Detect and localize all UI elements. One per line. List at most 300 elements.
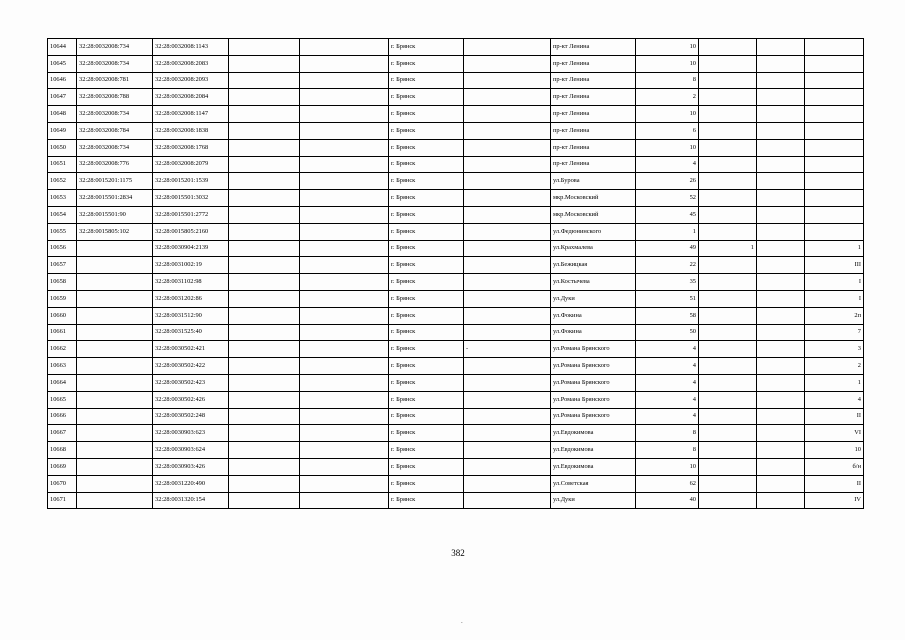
cell-building-number	[699, 408, 757, 425]
table-row	[48, 391, 864, 408]
cell-row-number: 10654	[48, 206, 77, 223]
table-body	[48, 39, 864, 509]
cell-apartment-number: 3	[805, 341, 864, 358]
cell-street: ул.Крахмалева	[551, 240, 636, 257]
cell-apartment-number: 2	[805, 358, 864, 375]
cell-old-cadastral-number	[77, 458, 153, 475]
cell-building-number	[699, 257, 757, 274]
cell-col-empty-3	[757, 240, 805, 257]
cell-cadastral-number: 32:28:0030502:248	[153, 408, 229, 425]
cell-old-cadastral-number	[77, 324, 153, 341]
cell-row-number: 10668	[48, 442, 77, 459]
cell-locality-mark	[464, 139, 551, 156]
cell-col-empty-2	[300, 492, 389, 509]
cell-col-empty-1	[229, 72, 300, 89]
cell-house-number: 40	[636, 492, 699, 509]
cell-row-number: 10656	[48, 240, 77, 257]
cell-col-empty-1	[229, 442, 300, 459]
cell-cadastral-number: 32:28:0015201:1539	[153, 173, 229, 190]
cell-col-empty-2	[300, 223, 389, 240]
cell-city: г. Брянск	[389, 341, 464, 358]
cell-locality-mark	[464, 173, 551, 190]
table-row	[48, 307, 864, 324]
cell-col-empty-1	[229, 173, 300, 190]
table-row	[48, 240, 864, 257]
cell-city: г. Брянск	[389, 492, 464, 509]
cell-apartment-number	[805, 122, 864, 139]
cell-col-empty-2	[300, 307, 389, 324]
cell-old-cadastral-number	[77, 391, 153, 408]
cell-row-number: 10648	[48, 106, 77, 123]
cell-row-number: 10647	[48, 89, 77, 106]
cell-building-number	[699, 89, 757, 106]
cell-street: ул.Евдокимова	[551, 442, 636, 459]
cell-col-empty-3	[757, 55, 805, 72]
cell-building-number	[699, 492, 757, 509]
cell-row-number: 10658	[48, 274, 77, 291]
cell-city: г. Брянск	[389, 106, 464, 123]
cell-col-empty-3	[757, 223, 805, 240]
cell-col-empty-2	[300, 374, 389, 391]
cell-street: ул.Дуки	[551, 492, 636, 509]
cell-city: г. Брянск	[389, 139, 464, 156]
cell-row-number: 10650	[48, 139, 77, 156]
cell-col-empty-2	[300, 257, 389, 274]
cell-locality-mark	[464, 39, 551, 56]
cell-locality-mark	[464, 106, 551, 123]
cell-cadastral-number: 32:28:0015805:2160	[153, 223, 229, 240]
cell-street: пр-кт Ленина	[551, 72, 636, 89]
cell-house-number: 10	[636, 106, 699, 123]
cell-cadastral-number: 32:28:0030502:422	[153, 358, 229, 375]
cell-apartment-number: II	[805, 475, 864, 492]
cell-old-cadastral-number: 32:28:0032008:734	[77, 39, 153, 56]
cell-locality-mark	[464, 324, 551, 341]
cell-cadastral-number: 32:28:0031525:40	[153, 324, 229, 341]
cell-building-number	[699, 156, 757, 173]
cell-old-cadastral-number	[77, 374, 153, 391]
cell-locality-mark	[464, 358, 551, 375]
cell-row-number: 10660	[48, 307, 77, 324]
cell-cadastral-number: 32:28:0030904:2139	[153, 240, 229, 257]
cell-cadastral-number: 32:28:0030502:421	[153, 341, 229, 358]
cell-col-empty-3	[757, 89, 805, 106]
cell-cadastral-number: 32:28:0032008:1768	[153, 139, 229, 156]
cell-house-number: 2	[636, 89, 699, 106]
table-row	[48, 106, 864, 123]
cell-col-empty-3	[757, 425, 805, 442]
cell-cadastral-number: 32:28:0032008:2083	[153, 55, 229, 72]
table-row	[48, 492, 864, 509]
table-row	[48, 206, 864, 223]
cell-row-number: 10663	[48, 358, 77, 375]
cell-row-number: 10664	[48, 374, 77, 391]
cell-street: мкр.Московский	[551, 206, 636, 223]
table-row	[48, 425, 864, 442]
cell-apartment-number: I	[805, 274, 864, 291]
cell-apartment-number: 1	[805, 240, 864, 257]
cell-street: ул.Романа Брянского	[551, 358, 636, 375]
cell-house-number: 10	[636, 458, 699, 475]
cell-col-empty-2	[300, 190, 389, 207]
cell-house-number: 62	[636, 475, 699, 492]
cell-house-number: 4	[636, 341, 699, 358]
cell-apartment-number: III	[805, 257, 864, 274]
cell-city: г. Брянск	[389, 475, 464, 492]
cell-apartment-number	[805, 72, 864, 89]
cell-col-empty-3	[757, 39, 805, 56]
cell-old-cadastral-number	[77, 492, 153, 509]
cell-col-empty-2	[300, 458, 389, 475]
cell-building-number	[699, 72, 757, 89]
cell-col-empty-3	[757, 307, 805, 324]
cell-street: ул.Романа Брянского	[551, 341, 636, 358]
cell-old-cadastral-number: 32:28:0015501:90	[77, 206, 153, 223]
table-row	[48, 72, 864, 89]
cell-col-empty-3	[757, 492, 805, 509]
cell-city: г. Брянск	[389, 122, 464, 139]
cell-apartment-number	[805, 173, 864, 190]
cell-apartment-number: 1	[805, 374, 864, 391]
cell-city: г. Брянск	[389, 274, 464, 291]
cell-street: ул.Фокина	[551, 307, 636, 324]
cell-col-empty-3	[757, 324, 805, 341]
cell-apartment-number: 4	[805, 391, 864, 408]
cell-old-cadastral-number	[77, 341, 153, 358]
cell-col-empty-2	[300, 173, 389, 190]
table-row	[48, 408, 864, 425]
cell-apartment-number: IV	[805, 492, 864, 509]
cell-col-empty-3	[757, 391, 805, 408]
cell-cadastral-number: 32:28:0031320:154	[153, 492, 229, 509]
cell-city: г. Брянск	[389, 173, 464, 190]
cell-cadastral-number: 32:28:0032008:1838	[153, 122, 229, 139]
cell-col-empty-3	[757, 190, 805, 207]
cell-house-number: 35	[636, 274, 699, 291]
cell-city: г. Брянск	[389, 190, 464, 207]
table-row	[48, 122, 864, 139]
cell-city: г. Брянск	[389, 442, 464, 459]
table-row	[48, 341, 864, 358]
cell-locality-mark	[464, 442, 551, 459]
cell-locality-mark	[464, 72, 551, 89]
table-row	[48, 156, 864, 173]
cell-house-number: 8	[636, 425, 699, 442]
cell-street: пр-кт Ленина	[551, 55, 636, 72]
property-register-table	[47, 38, 864, 509]
cell-row-number: 10671	[48, 492, 77, 509]
cell-building-number	[699, 324, 757, 341]
cell-city: г. Брянск	[389, 374, 464, 391]
cell-col-empty-2	[300, 290, 389, 307]
cell-row-number: 10667	[48, 425, 77, 442]
cell-building-number	[699, 341, 757, 358]
table-row	[48, 55, 864, 72]
cell-col-empty-3	[757, 257, 805, 274]
cell-locality-mark	[464, 190, 551, 207]
table-row	[48, 89, 864, 106]
cell-house-number: 8	[636, 72, 699, 89]
cell-cadastral-number: 32:28:0030502:423	[153, 374, 229, 391]
cell-cadastral-number: 32:28:0031102:98	[153, 274, 229, 291]
cell-city: г. Брянск	[389, 240, 464, 257]
cell-col-empty-2	[300, 39, 389, 56]
cell-city: г. Брянск	[389, 391, 464, 408]
cell-col-empty-1	[229, 475, 300, 492]
cell-col-empty-1	[229, 156, 300, 173]
cell-apartment-number	[805, 190, 864, 207]
cell-city: г. Брянск	[389, 425, 464, 442]
cell-building-number	[699, 307, 757, 324]
cell-old-cadastral-number	[77, 425, 153, 442]
cell-street: пр-кт Ленина	[551, 106, 636, 123]
cell-locality-mark	[464, 55, 551, 72]
cell-cadastral-number: 32:28:0032008:1143	[153, 39, 229, 56]
cell-col-empty-3	[757, 458, 805, 475]
cell-col-empty-1	[229, 190, 300, 207]
cell-cadastral-number: 32:28:0031220:490	[153, 475, 229, 492]
cell-old-cadastral-number	[77, 408, 153, 425]
cell-old-cadastral-number: 32:28:0032008:734	[77, 106, 153, 123]
cell-cadastral-number: 32:28:0032008:2093	[153, 72, 229, 89]
cell-col-empty-2	[300, 425, 389, 442]
cell-locality-mark	[464, 458, 551, 475]
cell-building-number	[699, 475, 757, 492]
cell-street: ул.Советская	[551, 475, 636, 492]
cell-house-number: 4	[636, 156, 699, 173]
cell-apartment-number: 7	[805, 324, 864, 341]
cell-cadastral-number: 32:28:0032008:2084	[153, 89, 229, 106]
cell-old-cadastral-number	[77, 257, 153, 274]
cell-col-empty-2	[300, 55, 389, 72]
table-row	[48, 139, 864, 156]
cell-city: г. Брянск	[389, 307, 464, 324]
cell-house-number: 10	[636, 39, 699, 56]
cell-col-empty-3	[757, 173, 805, 190]
cell-cadastral-number: 32:28:0032008:2079	[153, 156, 229, 173]
cell-col-empty-1	[229, 492, 300, 509]
cell-col-empty-3	[757, 358, 805, 375]
cell-row-number: 10670	[48, 475, 77, 492]
cell-locality-mark	[464, 290, 551, 307]
cell-house-number: 26	[636, 173, 699, 190]
cell-apartment-number: VI	[805, 425, 864, 442]
cell-street: ул.Романа Брянского	[551, 391, 636, 408]
cell-col-empty-1	[229, 139, 300, 156]
cell-cadastral-number: 32:28:0015501:3032	[153, 190, 229, 207]
cell-city: г. Брянск	[389, 358, 464, 375]
cell-col-empty-3	[757, 72, 805, 89]
table-row	[48, 223, 864, 240]
cell-locality-mark	[464, 492, 551, 509]
table-row	[48, 190, 864, 207]
cell-apartment-number	[805, 106, 864, 123]
cell-apartment-number: I	[805, 290, 864, 307]
table-row	[48, 442, 864, 459]
cell-col-empty-1	[229, 106, 300, 123]
table-row	[48, 374, 864, 391]
cell-apartment-number	[805, 156, 864, 173]
cell-col-empty-1	[229, 307, 300, 324]
cell-col-empty-3	[757, 374, 805, 391]
cell-city: г. Брянск	[389, 89, 464, 106]
cell-building-number	[699, 223, 757, 240]
cell-cadastral-number: 32:28:0030903:624	[153, 442, 229, 459]
cell-house-number: 58	[636, 307, 699, 324]
cell-street: пр-кт Ленина	[551, 156, 636, 173]
cell-apartment-number	[805, 89, 864, 106]
cell-col-empty-2	[300, 475, 389, 492]
cell-col-empty-1	[229, 39, 300, 56]
cell-city: г. Брянск	[389, 257, 464, 274]
cell-city: г. Брянск	[389, 72, 464, 89]
cell-col-empty-1	[229, 374, 300, 391]
cell-col-empty-1	[229, 257, 300, 274]
cell-cadastral-number: 32:28:0031512:90	[153, 307, 229, 324]
cell-street: ул.Романа Брянского	[551, 408, 636, 425]
cell-old-cadastral-number	[77, 274, 153, 291]
cell-old-cadastral-number	[77, 307, 153, 324]
cell-col-empty-2	[300, 139, 389, 156]
cell-building-number	[699, 173, 757, 190]
cell-col-empty-2	[300, 324, 389, 341]
cell-house-number: 4	[636, 358, 699, 375]
table-row	[48, 173, 864, 190]
cell-street: ул.Фокина	[551, 324, 636, 341]
cell-row-number: 10655	[48, 223, 77, 240]
cell-building-number	[699, 290, 757, 307]
cell-house-number: 49	[636, 240, 699, 257]
cell-locality-mark	[464, 206, 551, 223]
cell-building-number	[699, 206, 757, 223]
cell-street: пр-кт Ленина	[551, 139, 636, 156]
cell-col-empty-2	[300, 240, 389, 257]
cell-house-number: 4	[636, 408, 699, 425]
cell-city: г. Брянск	[389, 39, 464, 56]
cell-col-empty-2	[300, 156, 389, 173]
cell-col-empty-3	[757, 442, 805, 459]
cell-house-number: 50	[636, 324, 699, 341]
cell-old-cadastral-number: 32:28:0032008:734	[77, 55, 153, 72]
cell-row-number: 10645	[48, 55, 77, 72]
cell-building-number	[699, 358, 757, 375]
cell-old-cadastral-number: 32:28:0032008:781	[77, 72, 153, 89]
cell-street: ул.Евдокимова	[551, 425, 636, 442]
cell-locality-mark	[464, 408, 551, 425]
cell-col-empty-1	[229, 458, 300, 475]
cell-col-empty-1	[229, 274, 300, 291]
cell-col-empty-1	[229, 408, 300, 425]
table-row	[48, 358, 864, 375]
cell-col-empty-1	[229, 240, 300, 257]
cell-building-number	[699, 139, 757, 156]
cell-col-empty-2	[300, 206, 389, 223]
cell-city: г. Брянск	[389, 55, 464, 72]
cell-col-empty-3	[757, 290, 805, 307]
cell-building-number	[699, 106, 757, 123]
cell-building-number	[699, 391, 757, 408]
cell-old-cadastral-number	[77, 442, 153, 459]
cell-building-number	[699, 190, 757, 207]
cell-old-cadastral-number: 32:28:0015805:102	[77, 223, 153, 240]
table-row	[48, 475, 864, 492]
cell-col-empty-1	[229, 391, 300, 408]
cell-street: мкр.Московский	[551, 190, 636, 207]
cell-cadastral-number: 32:28:0030502:426	[153, 391, 229, 408]
cell-locality-mark	[464, 257, 551, 274]
cell-col-empty-1	[229, 55, 300, 72]
page-number: 382	[451, 548, 465, 558]
cell-building-number	[699, 55, 757, 72]
cell-building-number	[699, 458, 757, 475]
cell-row-number: 10652	[48, 173, 77, 190]
cell-locality-mark	[464, 274, 551, 291]
cell-house-number: 4	[636, 391, 699, 408]
cell-col-empty-2	[300, 72, 389, 89]
cell-row-number: 10661	[48, 324, 77, 341]
cell-apartment-number	[805, 206, 864, 223]
cell-locality-mark	[464, 89, 551, 106]
cell-building-number	[699, 274, 757, 291]
cell-col-empty-3	[757, 106, 805, 123]
cell-row-number: 10651	[48, 156, 77, 173]
cell-old-cadastral-number: 32:28:0015201:1175	[77, 173, 153, 190]
cell-old-cadastral-number: 32:28:0032008:776	[77, 156, 153, 173]
cell-old-cadastral-number	[77, 475, 153, 492]
cell-row-number: 10669	[48, 458, 77, 475]
cell-apartment-number: II	[805, 408, 864, 425]
cell-street: ул.Бежицкая	[551, 257, 636, 274]
cell-city: г. Брянск	[389, 223, 464, 240]
cell-row-number: 10653	[48, 190, 77, 207]
cell-house-number: 10	[636, 139, 699, 156]
cell-cadastral-number: 32:28:0032008:1147	[153, 106, 229, 123]
cell-locality-mark	[464, 122, 551, 139]
cell-building-number	[699, 442, 757, 459]
table-row	[48, 257, 864, 274]
cell-locality-mark	[464, 223, 551, 240]
cell-row-number: 10657	[48, 257, 77, 274]
cell-col-empty-1	[229, 122, 300, 139]
cell-house-number: 51	[636, 290, 699, 307]
cell-col-empty-1	[229, 358, 300, 375]
cell-col-empty-2	[300, 341, 389, 358]
cell-house-number: 45	[636, 206, 699, 223]
cell-house-number: 4	[636, 374, 699, 391]
cell-apartment-number	[805, 39, 864, 56]
cell-col-empty-3	[757, 408, 805, 425]
cell-row-number: 10659	[48, 290, 77, 307]
cell-street: пр-кт Ленина	[551, 122, 636, 139]
cell-house-number: 22	[636, 257, 699, 274]
cell-apartment-number	[805, 55, 864, 72]
cell-col-empty-1	[229, 290, 300, 307]
cell-old-cadastral-number	[77, 240, 153, 257]
cell-col-empty-3	[757, 139, 805, 156]
cell-row-number: 10649	[48, 122, 77, 139]
cell-col-empty-2	[300, 106, 389, 123]
cell-col-empty-2	[300, 391, 389, 408]
table-row	[48, 324, 864, 341]
cell-col-empty-1	[229, 341, 300, 358]
cell-building-number	[699, 425, 757, 442]
cell-house-number: 8	[636, 442, 699, 459]
cell-row-number: 10666	[48, 408, 77, 425]
cell-col-empty-2	[300, 408, 389, 425]
cell-old-cadastral-number: 32:28:0015501:2834	[77, 190, 153, 207]
cell-col-empty-3	[757, 341, 805, 358]
table-row	[48, 274, 864, 291]
